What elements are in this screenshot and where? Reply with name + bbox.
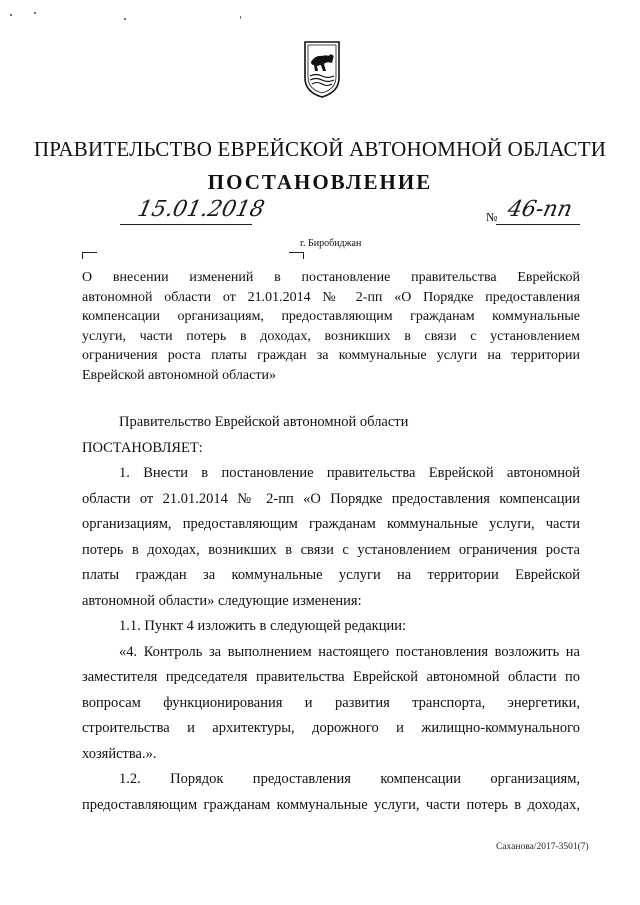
subject-line: услуги, части потерь в доходах, возникших в связи с установлением: [82, 328, 580, 344]
body-line: хозяйства.».: [82, 745, 157, 762]
body-line: платы граждан за коммунальные услуги на территории Еврейской: [82, 567, 580, 583]
subject-line: О внесении изменений в постановление правительства Еврейской: [82, 270, 580, 285]
body-line: ПОСТАНОВЛЯЕТ:: [82, 439, 203, 456]
scan-speck: [10, 14, 12, 16]
body-line: 1.1. Пункт 4 изложить в следующей редакции:: [119, 618, 407, 634]
handwritten-number: 46-пп: [505, 197, 575, 222]
footer-code: Саханова/2017-3501(7): [496, 842, 589, 852]
subject-line: ограничения роста платы граждан за коммунальные услуги на территории: [82, 348, 580, 363]
bracket-left-mark: [82, 252, 97, 259]
body-line: Правительство Еврейской автономной области: [119, 414, 409, 430]
document-title: ПОСТАНОВЛЕНИЕ: [207, 170, 433, 194]
body-line: области от 21.01.2014 № 2-пп «О Порядке предоставления компенсации: [82, 490, 580, 507]
body-line: предоставляющим гражданам коммунальные услуги, части потерь в доходах,: [82, 796, 580, 813]
bracket-right-mark: [289, 252, 304, 259]
body-line: 1.2. Порядок предоставления компенсации организациям,: [119, 771, 580, 787]
body-line: 1. Внести в постановление правительства Еврейской автономной: [119, 465, 580, 481]
body-line: строительства и архитектуры, дорожного и жилищно-коммунального: [82, 720, 580, 736]
document-subject: [82, 268, 580, 385]
subject-line: Еврейской автономной области»: [82, 367, 276, 383]
coat-of-arms-icon: [302, 40, 342, 98]
subject-line: компенсации организациям, предоставляющим гражданам коммунальные: [82, 309, 580, 324]
handwritten-date: 15.01.2018: [135, 197, 267, 222]
city-name: г. Биробиджан: [300, 238, 362, 249]
body-line: вопросам функционирования и развития транспорта, энергетики,: [82, 694, 580, 711]
scan-speck: [240, 16, 241, 19]
subject-line: автономной области от 21.01.2014 № 2-пп «О Порядке предоставления: [82, 289, 580, 305]
body-line: «4. Контроль за выполнением настоящего постановления возложить на: [119, 643, 580, 660]
scan-speck: [124, 18, 126, 20]
number-label: №: [486, 210, 498, 224]
body-line: заместителя председателя правительства Еврейской автономной области по: [82, 669, 580, 685]
body-line: потерь в доходах, возникших в связи с установлением ограничения роста: [82, 541, 580, 558]
date-underline: [120, 224, 252, 225]
organization-name: ПРАВИТЕЛЬСТВО ЕВРЕЙСКОЙ АВТОНОМНОЙ ОБЛАСТИ: [33, 137, 607, 161]
body-line: организациям, предоставляющим гражданам коммунальные услуги, части: [82, 516, 580, 532]
document-body: [82, 410, 580, 818]
body-line: автономной области» следующие изменения:: [82, 592, 362, 609]
scan-speck: [34, 12, 36, 14]
number-underline: [496, 224, 580, 225]
